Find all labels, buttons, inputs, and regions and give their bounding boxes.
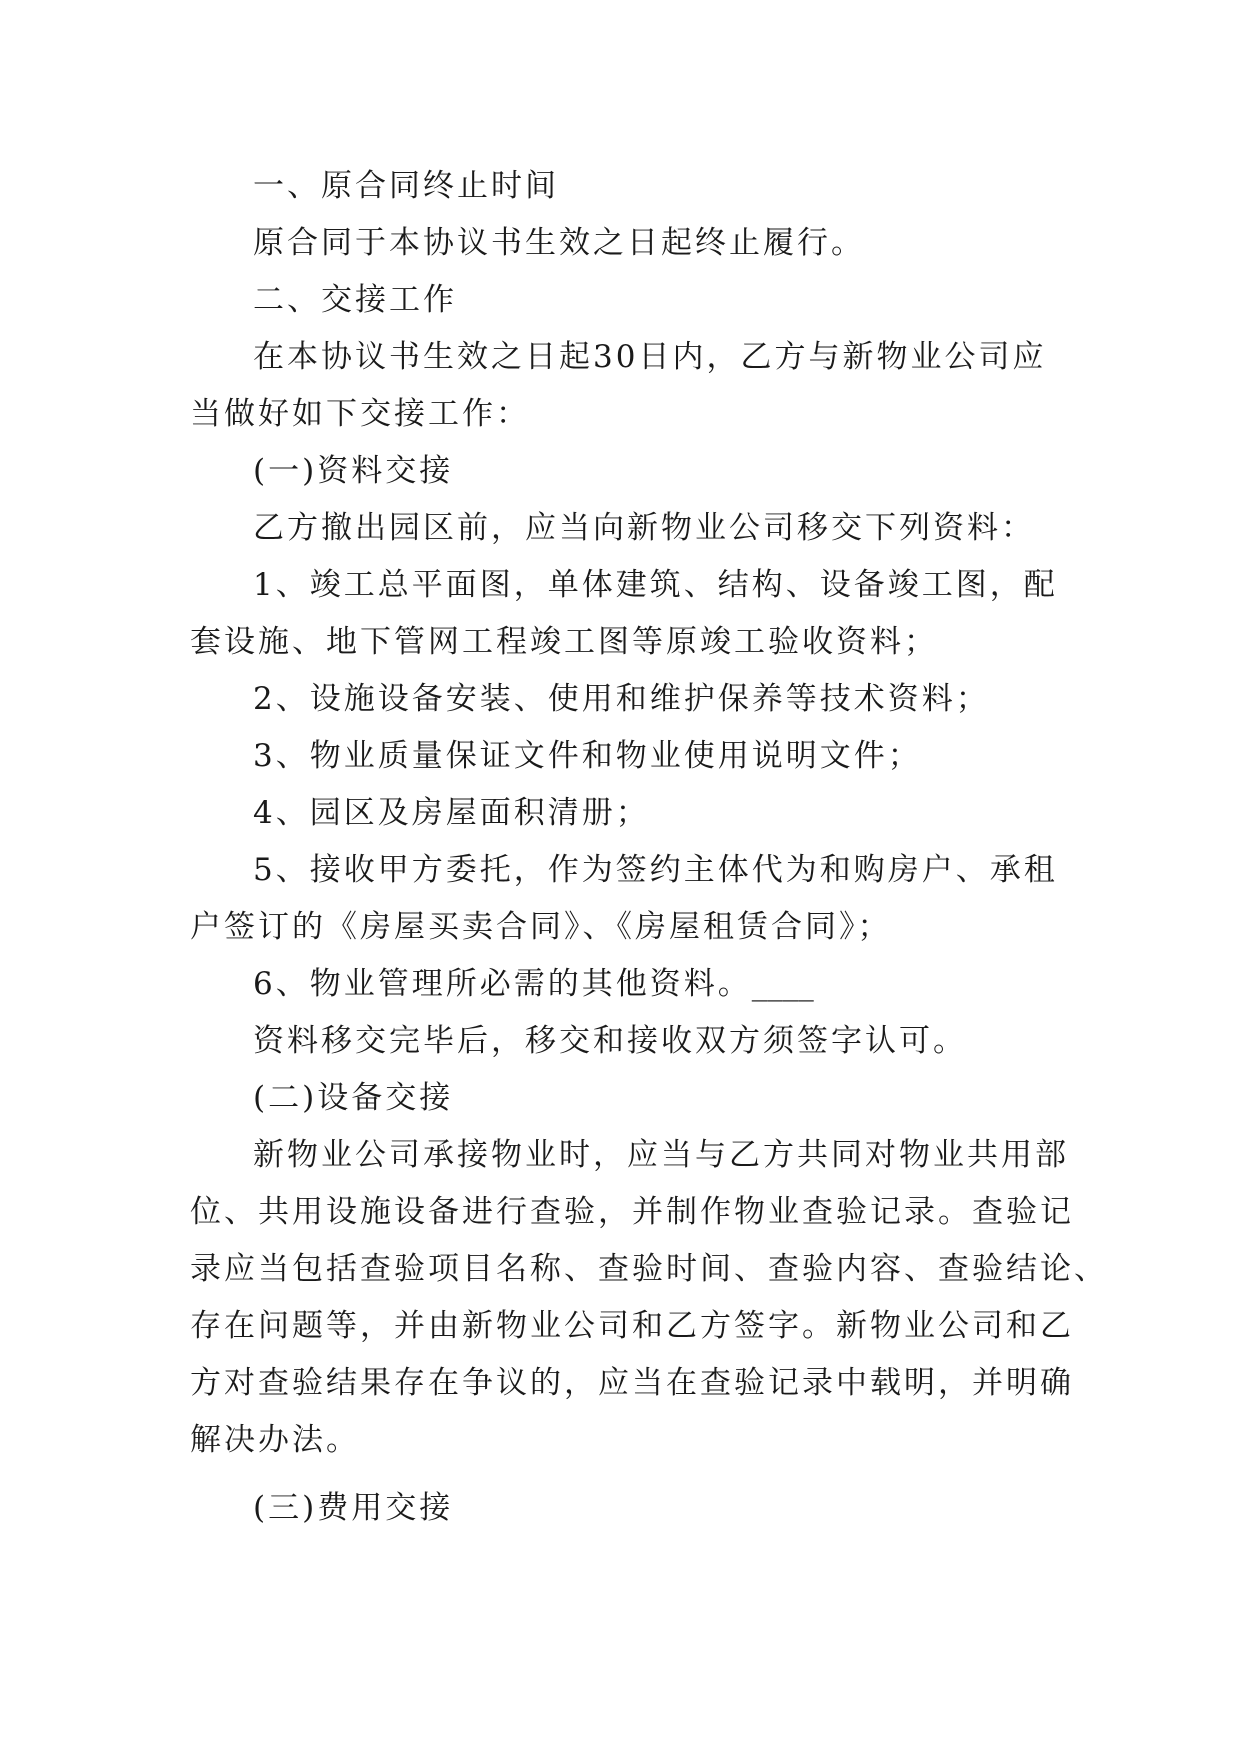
list-item-6 (190, 956, 1050, 1013)
subsection2-paragraph-line: 新物业公司承接物业时，应当与乙方共同对物业共用部 (253, 1137, 1069, 1173)
fill-in-blank: ____ (751, 966, 814, 1002)
section1-text: 原合同于本协议书生效之日起终止履行。 (253, 225, 865, 261)
subsection3-heading: (三)费用交接 (253, 1490, 454, 1526)
subsection1-heading: (一)资料交接 (253, 453, 454, 489)
section1-heading: 一、原合同终止时间 (253, 168, 559, 204)
section2-intro-line: 在本协议书生效之日起30日内，乙方与新物业公司应 (253, 339, 1047, 375)
subsection1-closing: 资料移交完毕后，移交和接收双方须签字认可。 (253, 1023, 967, 1059)
list-item-5-line: 户签订的《房屋买卖合同》、《房屋租赁合同》； (190, 909, 892, 945)
section2-intro-line: 当做好如下交接工作： (190, 396, 530, 432)
subsection2-paragraph-line: 录应当包括查验项目名称、查验时间、查验内容、查验结论、 (190, 1251, 1108, 1287)
subsection2-heading: (二)设备交接 (253, 1080, 454, 1116)
subsection1-intro: 乙方撤出园区前，应当向新物业公司移交下列资料： (253, 510, 1035, 546)
list-item-5-line: 5、接收甲方委托，作为签约主体代为和购房户、承租 (253, 852, 1058, 888)
list-item-1-line: 套设施、地下管网工程竣工图等原竣工验收资料； (190, 624, 938, 660)
list-item-6-text: 6、物业管理所必需的其他资料。 (253, 966, 752, 1002)
subsection2-paragraph-line: 存在问题等，并由新物业公司和乙方签字。新物业公司和乙 (190, 1308, 1074, 1344)
subsection2-paragraph-line: 解决办法。 (190, 1422, 360, 1458)
section2-heading: 二、交接工作 (253, 282, 457, 318)
list-item-3: 3、物业质量保证文件和物业使用说明文件； (253, 738, 922, 774)
list-item-4: 4、园区及房屋面积清册； (253, 795, 650, 831)
document-body (190, 158, 1108, 1537)
subsection2-paragraph-line: 方对查验结果存在争议的，应当在查验记录中载明，并明确 (190, 1365, 1074, 1401)
subsection2-paragraph-line: 位、共用设施设备进行查验，并制作物业查验记录。查验记 (190, 1194, 1074, 1230)
list-item-2: 2、设施设备安装、使用和维护保养等技术资料； (253, 681, 990, 717)
list-item-1-line: 1、竣工总平面图，单体建筑、结构、设备竣工图，配 (253, 567, 1058, 603)
